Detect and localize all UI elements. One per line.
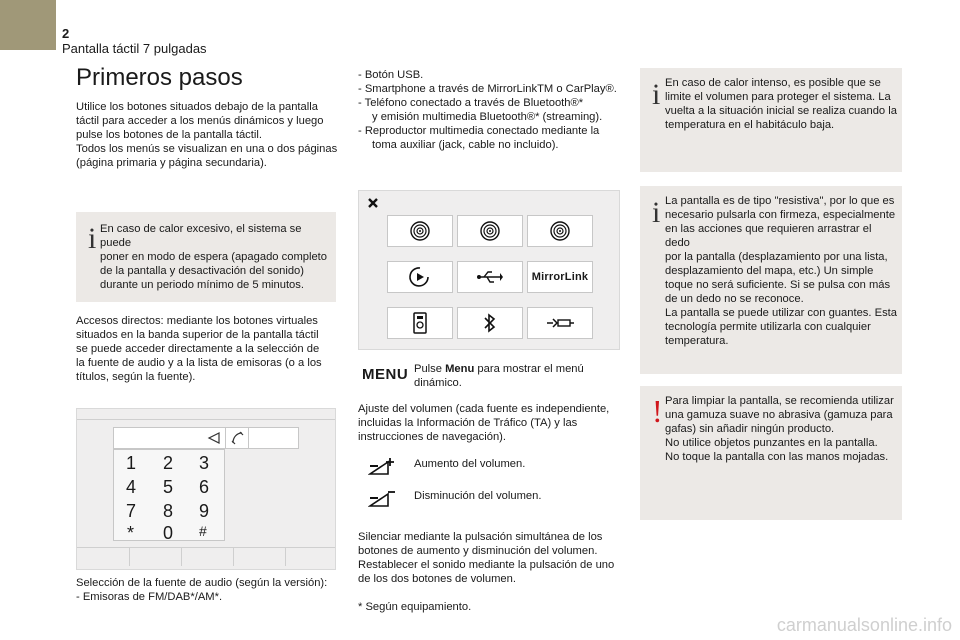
intro-paragraph: Utilice los botones situados debajo de la pantalla táctil para acceder a los menús dinámicos y luego pulse los botones de la pantalla táctil. Todos los menús se visualizan en una o dos páginas (página primaria y página secundaria). bbox=[76, 101, 338, 169]
mirrorlink-tile bbox=[527, 261, 593, 293]
info-icon: i bbox=[652, 78, 661, 111]
key-1: 1 bbox=[126, 453, 137, 473]
aux-jack-icon bbox=[545, 316, 575, 330]
usb-tile bbox=[457, 261, 523, 293]
info-icon: i bbox=[652, 196, 661, 229]
bluetooth-icon bbox=[483, 312, 497, 334]
bluetooth-tile bbox=[457, 307, 523, 339]
key-3: 3 bbox=[199, 453, 210, 473]
source-list: - Botón USB. - Smartphone a través de MirrorLinkTM o CarPlay®. - Teléfono conectado a través de Bluetooth®* y emisión multimedia Bluetooth®* (streaming). - Reproductor multimedia conectado mediante la toma auxiliar (jack, cable no incluido). bbox=[358, 69, 617, 151]
keypad-illustration bbox=[76, 408, 336, 570]
bottom-button-bar bbox=[77, 547, 335, 565]
page-number: 2 bbox=[62, 26, 70, 41]
key-9: 9 bbox=[199, 501, 210, 521]
menu-button-label: MENU bbox=[362, 366, 409, 383]
shortcuts-paragraph: Accesos directos: mediante los botones virtuales situados en la banda superior de la pantalla táctil se puede acceder directamente a la selección de la fuente de audio y a la lista de emisoras (o a los títulos, según la fuente). bbox=[76, 315, 322, 383]
key-6: 6 bbox=[199, 477, 210, 497]
aux-tile bbox=[527, 307, 593, 339]
radio-tile-2 bbox=[457, 215, 523, 247]
radio-tile-3 bbox=[527, 215, 593, 247]
phone-tile bbox=[387, 307, 453, 339]
smartphone-icon bbox=[412, 312, 428, 334]
section-title: Primeros pasos bbox=[76, 64, 243, 91]
key-8: 8 bbox=[163, 501, 174, 521]
radio-tile-1 bbox=[387, 215, 453, 247]
key-0: 0 bbox=[163, 523, 174, 543]
audio-source-paragraph: Selección de la fuente de audio (según la versión): - Emisoras de FM/DAB*/AM*. bbox=[76, 577, 328, 603]
page-header: Pantalla táctil 7 pulgadas bbox=[62, 41, 207, 56]
volume-down-label: Disminución del volumen. bbox=[414, 490, 542, 502]
chapter-tab bbox=[0, 0, 56, 50]
key-hash: # bbox=[199, 523, 207, 539]
warning-box-cleaning: ! Para limpiar la pantalla, se recomienda utilizar una gamuza suave no abrasiva (gamuza para gafas) sin añadir ningún producto. No utilice objetos punzantes en la pantalla. No toque la pantalla con las manos mojadas. bbox=[640, 386, 902, 520]
radio-icon bbox=[409, 220, 431, 242]
key-star: * bbox=[127, 523, 135, 543]
mirrorlink-logo: MirrorLink bbox=[531, 271, 589, 283]
volume-down-icon bbox=[368, 488, 396, 508]
mute-paragraph: Silenciar mediante la pulsación simultánea de los botones de aumento y disminución del volumen. Restablecer el sonido mediante la pulsación de uno de los dos botones de volumen. bbox=[358, 531, 615, 585]
volume-up-icon bbox=[368, 456, 396, 476]
menu-description: Pulse Menu para mostrar el menú dinámico. bbox=[414, 363, 584, 389]
warning-icon: ! bbox=[652, 393, 663, 429]
backspace-icon bbox=[207, 431, 221, 445]
info-box-heat-standby: i En caso de calor excesivo, el sistema se puede poner en modo de espera (apagado completo de la pantalla y desactivación del sonido) durante un periodo mínimo de 5 minutos. bbox=[76, 212, 336, 302]
key-2: 2 bbox=[163, 453, 174, 473]
key-4: 4 bbox=[126, 477, 137, 497]
key-7: 7 bbox=[126, 501, 137, 521]
usb-icon bbox=[476, 269, 504, 285]
footnote: * Según equipamiento. bbox=[358, 601, 472, 613]
info-box-volume-limit: i En caso de calor intenso, es posible que se limite el volumen para proteger el sistema. La vuelta a la situación inicial se realiza cuando la temperatura en el habitáculo baja. bbox=[640, 68, 902, 172]
media-tile bbox=[387, 261, 453, 293]
source-grid-illustration bbox=[358, 190, 620, 350]
radio-icon bbox=[479, 220, 501, 242]
info-box-resistive-screen: i La pantalla es de tipo "resistiva", por lo que es necesario pulsarla con firmeza, especialmente en las acciones que requieren arrastrar el dedo por la pantalla (desplazamiento por una lista, desplazamiento del mapa, etc.) Un simple toque no será suficiente. Si se pulsa con más de un dedo no se reconoce. La pantalla se puede utilizar con guantes. Esta tecnología permite utilizarla con cualquier temperatura. bbox=[640, 186, 902, 374]
info-icon: i bbox=[88, 222, 97, 255]
play-icon bbox=[408, 265, 432, 289]
watermark: carmanualsonline.info bbox=[776, 615, 952, 635]
close-icon bbox=[367, 197, 379, 209]
volume-up-label: Aumento del volumen. bbox=[414, 458, 526, 470]
phone-key bbox=[225, 427, 249, 449]
number-display bbox=[113, 427, 299, 449]
phone-icon bbox=[230, 431, 244, 445]
volume-paragraph: Ajuste del volumen (cada fuente es independiente, incluidas la Información de Tráfico (TA) y las instrucciones de navegación). bbox=[358, 403, 610, 443]
key-5: 5 bbox=[163, 477, 174, 497]
radio-icon bbox=[549, 220, 571, 242]
